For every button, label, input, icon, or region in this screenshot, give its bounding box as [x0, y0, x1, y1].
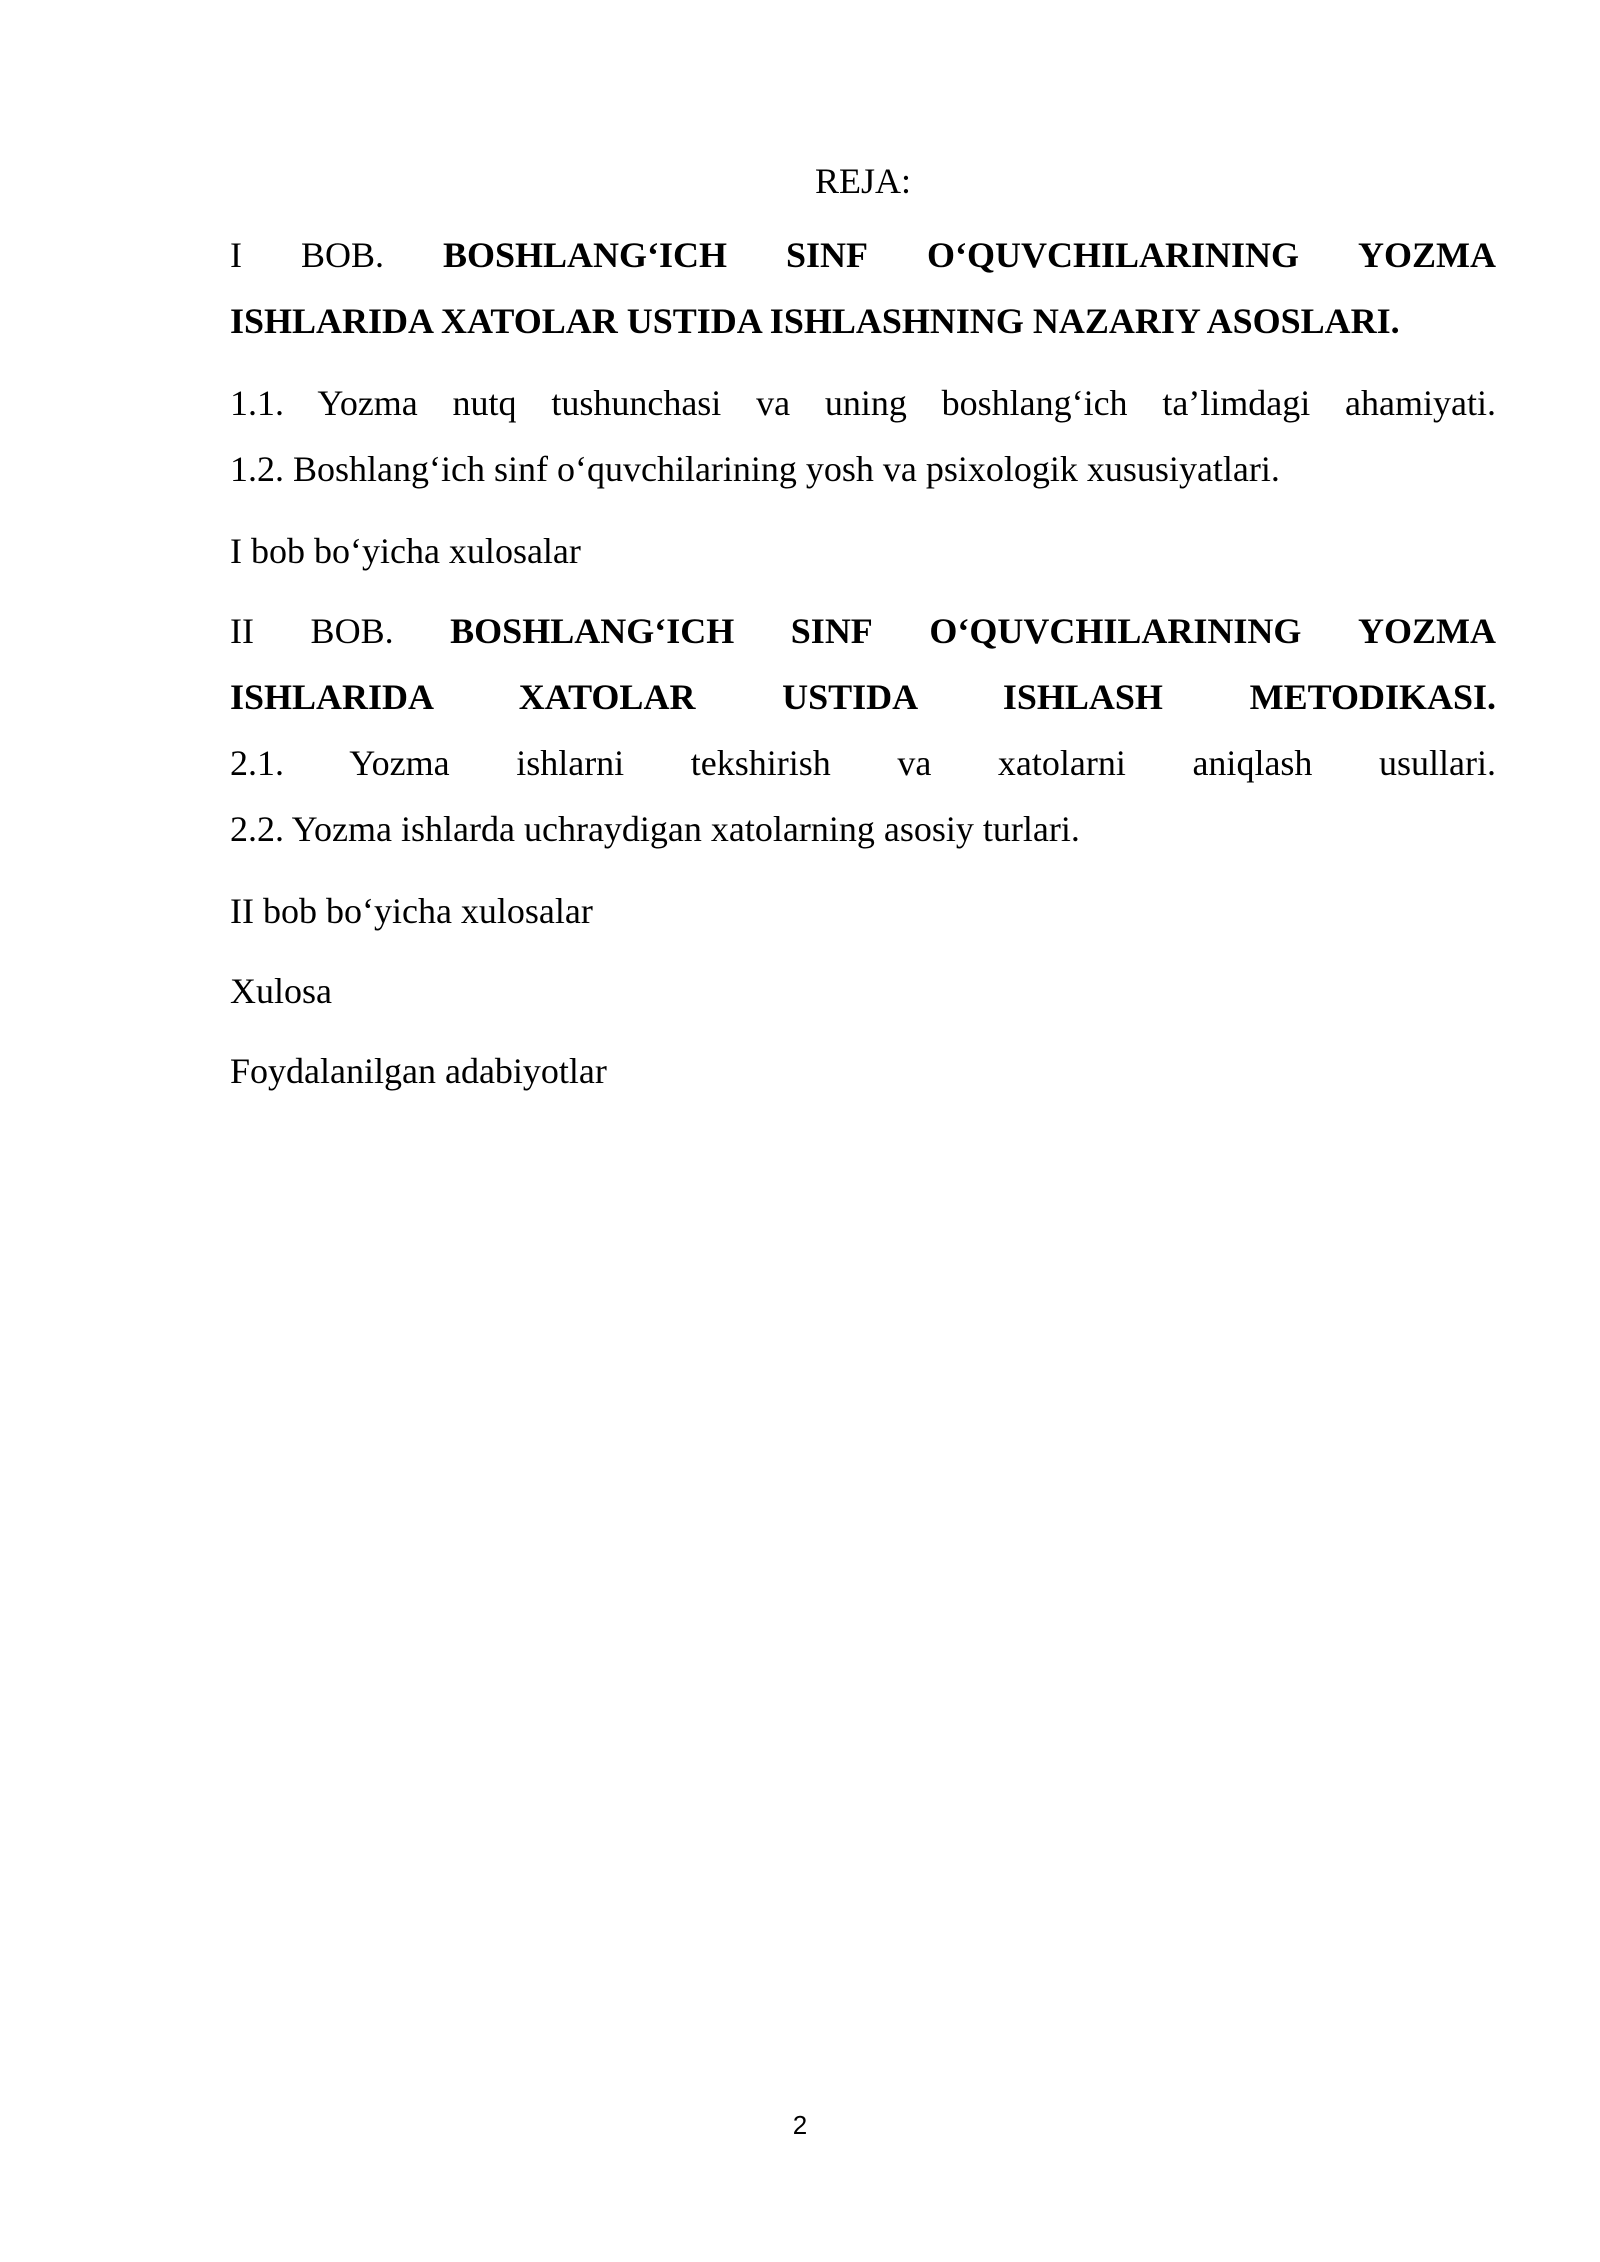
chapter2-section2: 2.2. Yozma ishlarda uchraydigan xatolarning asosiy turlari.	[230, 809, 1080, 849]
chapter1-heading-word: O‘QUVCHILARINING	[927, 235, 1300, 275]
chapter1-heading-word: YOZMA	[1358, 235, 1497, 275]
document-content	[230, 148, 1496, 1104]
chapter2-conclusion: II bob bo‘yicha xulosalar	[230, 891, 593, 931]
chapter1-heading-line1	[230, 222, 1496, 288]
chapter2-prefix: II BOB.	[230, 611, 394, 651]
chapter1-heading-word: BOSHLANG‘ICH	[442, 235, 728, 275]
chapter2-heading-line1	[230, 598, 1496, 664]
chapter1-section1: 1.1. Yozma nutq tushunchasi va uning boshlang‘ich ta’limdagi ahamiyati.	[230, 383, 1496, 423]
chapter2-heading-word: SINF	[790, 611, 873, 651]
chapter1-conclusion: I bob bo‘yicha xulosalar	[230, 531, 581, 571]
summary-item: Xulosa	[230, 971, 332, 1011]
chapter1-prefix: I BOB.	[230, 235, 384, 275]
chapter2-heading-line2: ISHLARIDA XATOLAR USTIDA ISHLASH METODIKASI.	[230, 677, 1496, 717]
chapter2-heading-word: YOZMA	[1358, 611, 1496, 651]
chapter2-heading-word: O‘QUVCHILARINING	[929, 611, 1302, 651]
page-title: REJA:	[814, 161, 911, 201]
chapter1-heading-word: SINF	[786, 235, 869, 275]
chapter2-section1: 2.1. Yozma ishlarni tekshirish va xatolarni aniqlash usullari.	[230, 743, 1496, 783]
chapter2-heading-word: BOSHLANG‘ICH	[450, 611, 735, 651]
page-number: 2	[792, 2110, 808, 2140]
chapter1-heading-line2: ISHLARIDA XATOLAR USTIDA ISHLASHNING NAZARIY ASOSLARI.	[230, 301, 1400, 341]
chapter1-section2: 1.2. Boshlang‘ich sinf o‘quvchilarining yosh va psixologik xususiyatlari.	[230, 449, 1280, 489]
references-item: Foydalanilgan adabiyotlar	[230, 1051, 607, 1091]
